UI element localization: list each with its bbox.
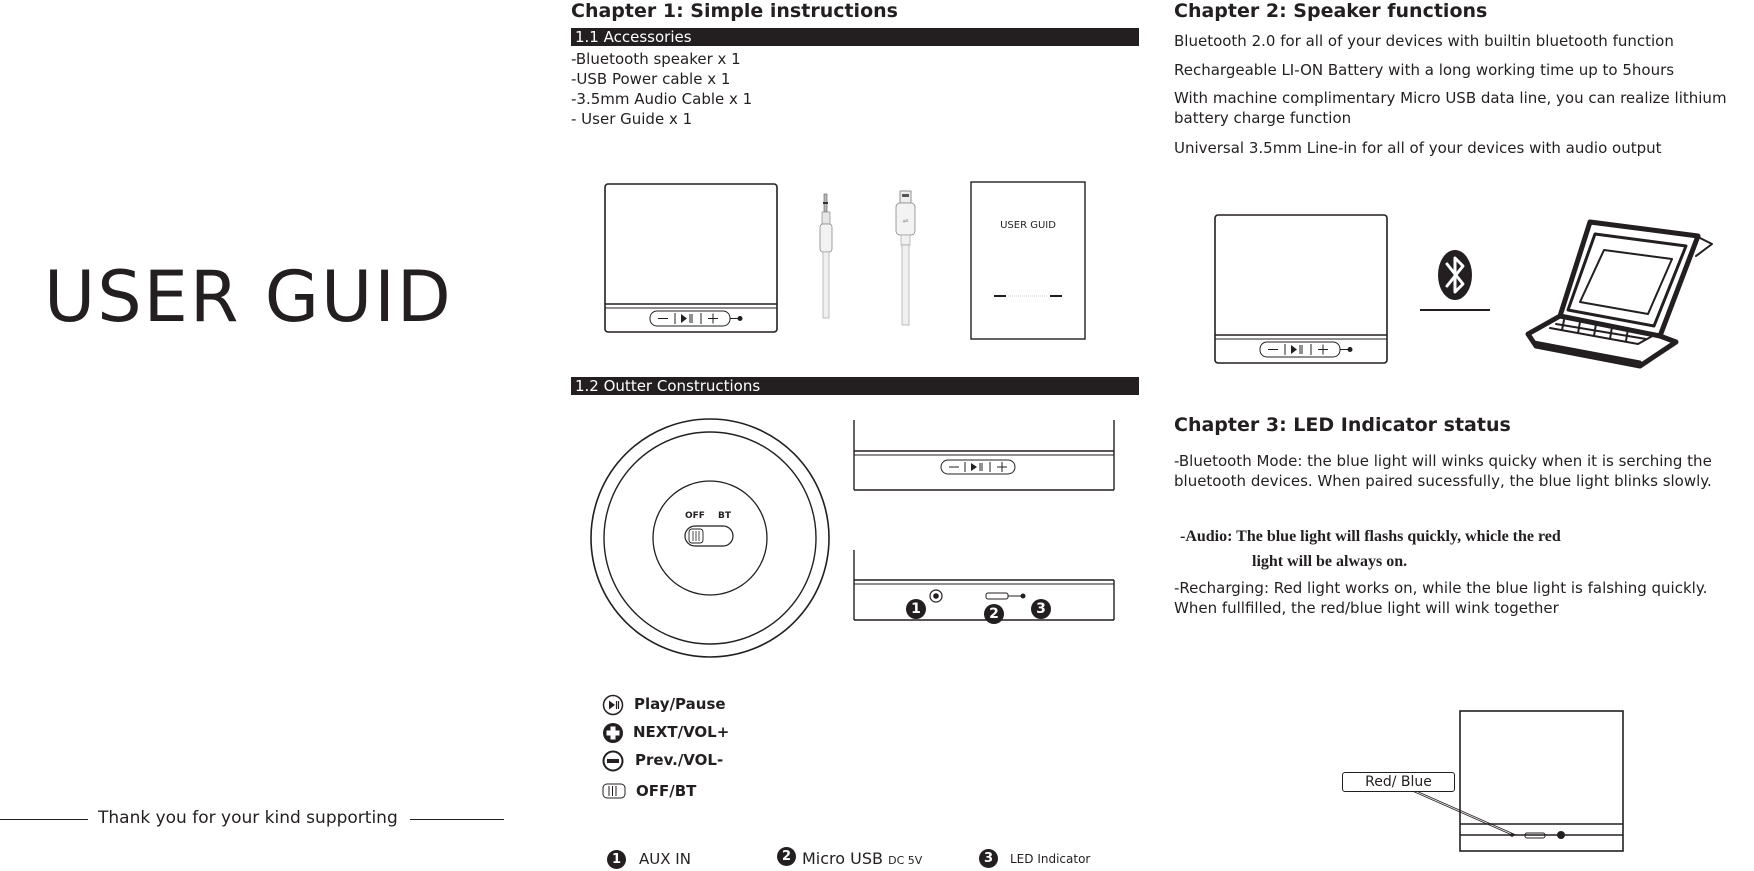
legend-play-pause: Play/Pause [634,695,726,713]
led-audio-line1: -Audio: The blue light will flashs quickly, whicle the red [1180,528,1561,545]
legend-next-vol: NEXT/VOL+ [633,723,730,741]
feature-line-in: Universal 3.5mm Line-in for all of your devices with audio output [1174,139,1662,157]
port-footer-badge-2: 2 [777,847,796,866]
right-rule [410,819,504,820]
port-footer-badge-1: 1 [607,850,626,869]
accessory-item: - User Guide x 1 [571,110,693,128]
led-bluetooth-mode: -Bluetooth Mode: the blue light will winks quicky when it is serching the bluetooth devices. When paired sucessfully, the blue light blinks slowly. [1174,452,1712,490]
switch-off-label: OFF [685,511,705,521]
port-micro-usb-label [802,849,922,868]
port-footer-badge-3: 3 [979,849,998,868]
plus-circle-icon [602,722,624,744]
port-led-label: LED Indicator [1010,852,1091,866]
chapter3-title: Chapter 3: LED Indicator status [1174,414,1511,436]
switch-bt-label: BT [718,511,731,521]
chapter1-title: Chapter 1: Simple instructions [571,0,898,22]
port-badge-1: 1 [906,599,926,619]
booklet-label: USER GUID [1000,220,1056,231]
speaker-side-view-buttons [853,420,1117,492]
accessory-item: -Bluetooth speaker x 1 [571,50,741,68]
thanks-text: Thank you for your kind supporting [98,808,398,828]
switch-icon [602,783,626,799]
port-micro-usb-text: Micro USB [802,849,883,868]
cover-title: USER GUID [44,256,453,338]
legend-prev-vol: Prev./VOL- [635,751,724,769]
left-rule [0,819,88,820]
legend-off-bt: OFF/BT [636,782,697,800]
thanks-footer [0,808,504,832]
red-blue-callout: Red/ Blue [1342,772,1455,792]
port-aux-in-label: AUX IN [639,850,691,868]
bluetooth-icon [1417,250,1493,312]
feature-usb-charge: With machine complimentary Micro USB data line, you can realize lithium battery charge function [1174,89,1727,127]
laptop-illustration [1520,216,1714,374]
feature-bluetooth: Bluetooth 2.0 for all of your devices with builtin bluetooth function [1174,32,1674,50]
port-micro-usb-sub: DC 5V [888,854,923,867]
led-recharging: -Recharging: Red light works on, while the blue light is falshing quickly. When fullfilled, the red/blue light will wink together [1174,579,1708,617]
chapter2-title: Chapter 2: Speaker functions [1174,0,1488,22]
usb-cable-illustration [893,190,919,326]
accessories-list [571,49,752,129]
accessory-item: -USB Power cable x 1 [571,70,731,88]
audio-cable-illustration [816,192,836,320]
feature-battery: Rechargeable LI-ON Battery with a long working time up to 5hours [1174,61,1675,79]
port-badge-3: 3 [1031,599,1051,619]
led-audio-line2: light will be always on. [1252,553,1408,570]
play-pause-icon [602,694,624,716]
user-guide-booklet-illustration [970,181,1088,341]
construction-band: 1.2 Outter Constructions [571,377,1139,395]
port-badge-2: 2 [984,604,1004,624]
minus-circle-icon [602,750,624,772]
speaker-front-illustration [604,183,780,335]
speaker-top-view-illustration [588,416,832,660]
speaker-front-illustration-2 [1214,214,1390,366]
accessories-band: 1.1 Accessories [571,28,1139,46]
accessory-item: -3.5mm Audio Cable x 1 [571,90,753,108]
svg-text:⇌: ⇌ [902,217,909,225]
